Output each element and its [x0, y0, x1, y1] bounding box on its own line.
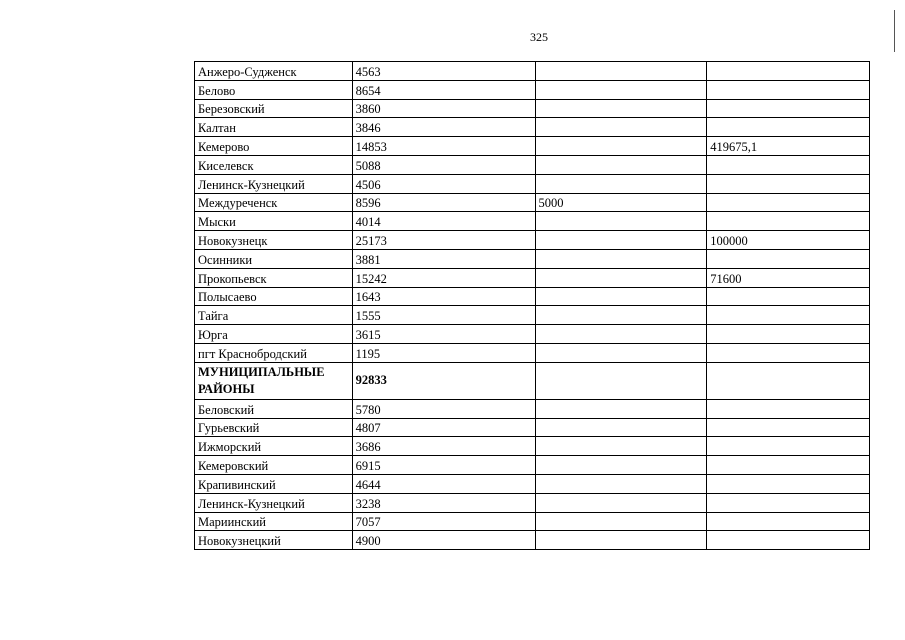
row-value-1-cell: 3615	[352, 325, 535, 344]
row-value-2-cell	[535, 437, 707, 456]
row-value-3-cell	[707, 512, 870, 531]
row-name-cell: Новокузнецкий	[195, 531, 353, 550]
row-name-cell: Гурьевский	[195, 418, 353, 437]
row-value-2-cell	[535, 118, 707, 137]
row-value-3-cell	[707, 249, 870, 268]
row-name-cell: Березовский	[195, 99, 353, 118]
table-row	[195, 418, 870, 437]
row-value-3-cell	[707, 493, 870, 512]
table-row	[195, 437, 870, 456]
table-row	[195, 268, 870, 287]
row-value-3-cell	[707, 306, 870, 325]
row-value-2-cell	[535, 512, 707, 531]
row-value-1-cell: 92833	[352, 362, 535, 399]
row-name-cell: пгт Краснобродский	[195, 343, 353, 362]
row-value-2-cell	[535, 249, 707, 268]
row-value-3-cell	[707, 99, 870, 118]
row-value-1-cell: 3860	[352, 99, 535, 118]
table-row	[195, 531, 870, 550]
row-value-2-cell	[535, 306, 707, 325]
row-name-cell: Осинники	[195, 249, 353, 268]
row-value-3-cell	[707, 362, 870, 399]
row-value-1-cell: 14853	[352, 137, 535, 156]
row-name-cell: МУНИЦИПАЛЬНЫЕ РАЙОНЫ	[195, 362, 353, 399]
row-value-3-cell	[707, 343, 870, 362]
row-value-1-cell: 3238	[352, 493, 535, 512]
row-value-3-cell	[707, 531, 870, 550]
row-value-3-cell	[707, 118, 870, 137]
table-row	[195, 62, 870, 81]
row-value-2-cell	[535, 493, 707, 512]
table-row	[195, 155, 870, 174]
table-row	[195, 399, 870, 418]
row-name-cell: Ленинск-Кузнецкий	[195, 174, 353, 193]
row-name-cell: Калтан	[195, 118, 353, 137]
row-value-3-cell	[707, 437, 870, 456]
row-value-1-cell: 7057	[352, 512, 535, 531]
row-value-3-cell	[707, 212, 870, 231]
row-value-1-cell: 4014	[352, 212, 535, 231]
table-row	[195, 493, 870, 512]
row-value-2-cell	[535, 418, 707, 437]
row-value-1-cell: 6915	[352, 456, 535, 475]
row-value-3-cell	[707, 80, 870, 99]
row-value-2-cell	[535, 325, 707, 344]
row-value-1-cell: 3846	[352, 118, 535, 137]
row-name-cell: Белово	[195, 80, 353, 99]
row-value-2-cell	[535, 531, 707, 550]
row-name-cell: Прокопьевск	[195, 268, 353, 287]
table-row	[195, 306, 870, 325]
page-number: 325	[530, 30, 548, 44]
row-value-3-cell	[707, 155, 870, 174]
row-value-2-cell	[535, 99, 707, 118]
table-row	[195, 99, 870, 118]
row-name-cell: Юрга	[195, 325, 353, 344]
row-name-cell: Анжеро-Судженск	[195, 62, 353, 81]
row-value-1-cell: 8654	[352, 80, 535, 99]
row-value-3-cell: 419675,1	[707, 137, 870, 156]
table-row	[195, 80, 870, 99]
row-value-2-cell	[535, 174, 707, 193]
row-value-3-cell	[707, 456, 870, 475]
row-value-1-cell: 4900	[352, 531, 535, 550]
row-value-2-cell	[535, 62, 707, 81]
row-value-1-cell: 5780	[352, 399, 535, 418]
row-name-cell: Крапивинский	[195, 474, 353, 493]
row-value-2-cell: 5000	[535, 193, 707, 212]
row-value-1-cell: 1643	[352, 287, 535, 306]
table-row	[195, 343, 870, 362]
table-row	[195, 231, 870, 250]
data-table	[194, 61, 870, 550]
row-value-3-cell	[707, 62, 870, 81]
row-value-1-cell: 4644	[352, 474, 535, 493]
row-value-2-cell	[535, 287, 707, 306]
table-row	[195, 118, 870, 137]
table-row	[195, 456, 870, 475]
row-name-cell: Кемеровский	[195, 456, 353, 475]
row-value-2-cell	[535, 137, 707, 156]
row-value-2-cell	[535, 155, 707, 174]
row-name-cell: Кемерово	[195, 137, 353, 156]
row-value-1-cell: 3881	[352, 249, 535, 268]
row-value-1-cell: 8596	[352, 193, 535, 212]
row-value-1-cell: 5088	[352, 155, 535, 174]
table-row	[195, 174, 870, 193]
row-name-cell: Беловский	[195, 399, 353, 418]
row-value-2-cell	[535, 456, 707, 475]
row-value-3-cell	[707, 474, 870, 493]
row-name-cell: Киселевск	[195, 155, 353, 174]
row-value-2-cell	[535, 231, 707, 250]
margin-mark	[894, 10, 895, 52]
row-name-cell: Ижморский	[195, 437, 353, 456]
table-row	[195, 325, 870, 344]
row-value-3-cell	[707, 287, 870, 306]
row-name-cell: Междуреченск	[195, 193, 353, 212]
row-name-cell: Полысаево	[195, 287, 353, 306]
row-value-3-cell	[707, 174, 870, 193]
row-value-1-cell: 4807	[352, 418, 535, 437]
table-row	[195, 212, 870, 231]
row-value-3-cell	[707, 325, 870, 344]
table-row	[195, 512, 870, 531]
row-value-1-cell: 1555	[352, 306, 535, 325]
table-row	[195, 137, 870, 156]
table-row	[195, 193, 870, 212]
row-value-1-cell: 25173	[352, 231, 535, 250]
row-value-3-cell: 71600	[707, 268, 870, 287]
row-value-2-cell	[535, 474, 707, 493]
row-value-1-cell: 4506	[352, 174, 535, 193]
row-value-2-cell	[535, 268, 707, 287]
row-value-2-cell	[535, 399, 707, 418]
row-name-cell: Мариинский	[195, 512, 353, 531]
row-name-cell: Мыски	[195, 212, 353, 231]
table-row	[195, 362, 870, 399]
table-row	[195, 474, 870, 493]
row-value-3-cell: 100000	[707, 231, 870, 250]
row-value-1-cell: 4563	[352, 62, 535, 81]
table-row	[195, 287, 870, 306]
row-value-3-cell	[707, 193, 870, 212]
row-value-3-cell	[707, 399, 870, 418]
row-value-1-cell: 15242	[352, 268, 535, 287]
table-row	[195, 249, 870, 268]
row-value-1-cell: 1195	[352, 343, 535, 362]
row-name-cell: Ленинск-Кузнецкий	[195, 493, 353, 512]
row-value-2-cell	[535, 362, 707, 399]
row-value-1-cell: 3686	[352, 437, 535, 456]
row-value-3-cell	[707, 418, 870, 437]
row-value-2-cell	[535, 343, 707, 362]
row-name-cell: Новокузнецк	[195, 231, 353, 250]
row-name-cell: Тайга	[195, 306, 353, 325]
row-value-2-cell	[535, 80, 707, 99]
row-value-2-cell	[535, 212, 707, 231]
